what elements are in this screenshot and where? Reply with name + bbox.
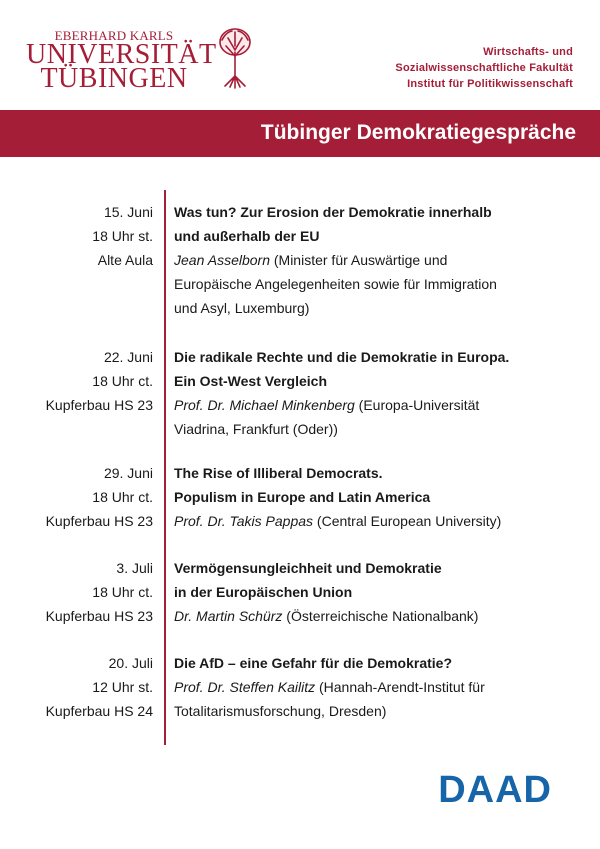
event-date: 20. Juli <box>108 655 153 671</box>
faculty-line: Wirtschafts- und <box>483 46 573 58</box>
logo-line-2: TÜBINGEN <box>40 63 188 94</box>
event-speaker-line <box>174 393 579 417</box>
event-title-line: in der Europäischen Union <box>174 584 353 600</box>
event-time: 18 Uhr ct. <box>92 489 153 505</box>
logo-line-small: EBERHARD KARLS <box>54 28 174 43</box>
event-speaker: Prof. Dr. Steffen Kailitz <box>174 679 316 695</box>
event-affiliation-line: Viadrina, Frankfurt (Oder)) <box>174 421 338 437</box>
event-title-line: Die radikale Rechte und die Demokratie in Europa. <box>174 349 510 365</box>
university-logo <box>18 24 228 94</box>
event-speaker-line <box>174 675 579 699</box>
event-place: Kupferbau HS 23 <box>45 513 153 529</box>
event-title-line: Vermögensungleichheit und Demokratie <box>174 560 442 576</box>
title-banner <box>0 110 600 157</box>
event-title-line: Ein Ost-West Vergleich <box>174 373 328 389</box>
event-title-line: Was tun? Zur Erosion der Demokratie innerhalb <box>174 204 492 220</box>
event-date: 29. Juni <box>103 465 153 481</box>
event-info <box>174 556 579 628</box>
event-place: Alte Aula <box>97 252 153 268</box>
event-info <box>174 345 579 441</box>
event-time: 18 Uhr st. <box>92 228 153 244</box>
event-time: 18 Uhr ct. <box>92 373 153 389</box>
event-speaker: Jean Asselborn <box>174 252 270 268</box>
event-time: 12 Uhr st. <box>92 679 153 695</box>
event-speaker: Dr. Martin Schürz <box>174 608 283 624</box>
event-date: 15. Juni <box>103 204 153 220</box>
event-affiliation: (Central European University) <box>313 513 502 529</box>
event-affiliation-line: und Asyl, Luxemburg) <box>174 300 310 316</box>
event-meta <box>0 200 153 272</box>
event-place: Kupferbau HS 23 <box>45 608 153 624</box>
event-date: 3. Juli <box>116 560 153 576</box>
event-speaker-line <box>174 604 579 628</box>
event-speaker-line <box>174 248 579 272</box>
faculty-line: Institut für Politikwissenschaft <box>407 78 573 90</box>
logo-line-1: UNIVERSITÄT <box>26 39 217 70</box>
event-place: Kupferbau HS 24 <box>45 703 153 719</box>
faculty-block <box>395 44 573 92</box>
palm-tree-icon <box>216 26 254 90</box>
event-title-line: Die AfD – eine Gefahr für die Demokratie? <box>174 655 452 671</box>
event-place: Kupferbau HS 23 <box>45 397 153 413</box>
event-affiliation-line: Totalitarismusforschung, Dresden) <box>174 703 387 719</box>
event-speaker: Prof. Dr. Michael Minkenberg <box>174 397 355 413</box>
page-title: Tübinger Demokratiegespräche <box>260 121 576 144</box>
event-title-line: Populism in Europe and Latin America <box>174 489 431 505</box>
event-affiliation: (Europa-Universität <box>354 397 480 413</box>
event-info <box>174 200 579 320</box>
event-title-line: und außerhalb der EU <box>174 228 320 244</box>
event-meta <box>0 345 153 417</box>
event-info <box>174 651 579 723</box>
event-affiliation-line: Europäische Angelegenheiten sowie für Immigration <box>174 276 497 292</box>
faculty-line: Sozialwissenschaftliche Fakultät <box>395 62 573 74</box>
event-affiliation: (Österreichische Nationalbank) <box>282 608 479 624</box>
event-speaker: Prof. Dr. Takis Pappas <box>174 513 314 529</box>
event-affiliation: (Minister für Auswärtige und <box>269 252 448 268</box>
event-meta <box>0 461 153 533</box>
event-affiliation: (Hannah-Arendt-Institut für <box>315 679 485 695</box>
event-meta <box>0 556 153 628</box>
event-speaker-line <box>174 509 579 533</box>
daad-logo: DAAD <box>438 769 552 811</box>
event-time: 18 Uhr ct. <box>92 584 153 600</box>
event-info <box>174 461 579 533</box>
event-title-line: The Rise of Illiberal Democrats. <box>174 465 383 481</box>
event-date: 22. Juni <box>103 349 153 365</box>
event-meta <box>0 651 153 723</box>
column-divider <box>164 190 166 745</box>
